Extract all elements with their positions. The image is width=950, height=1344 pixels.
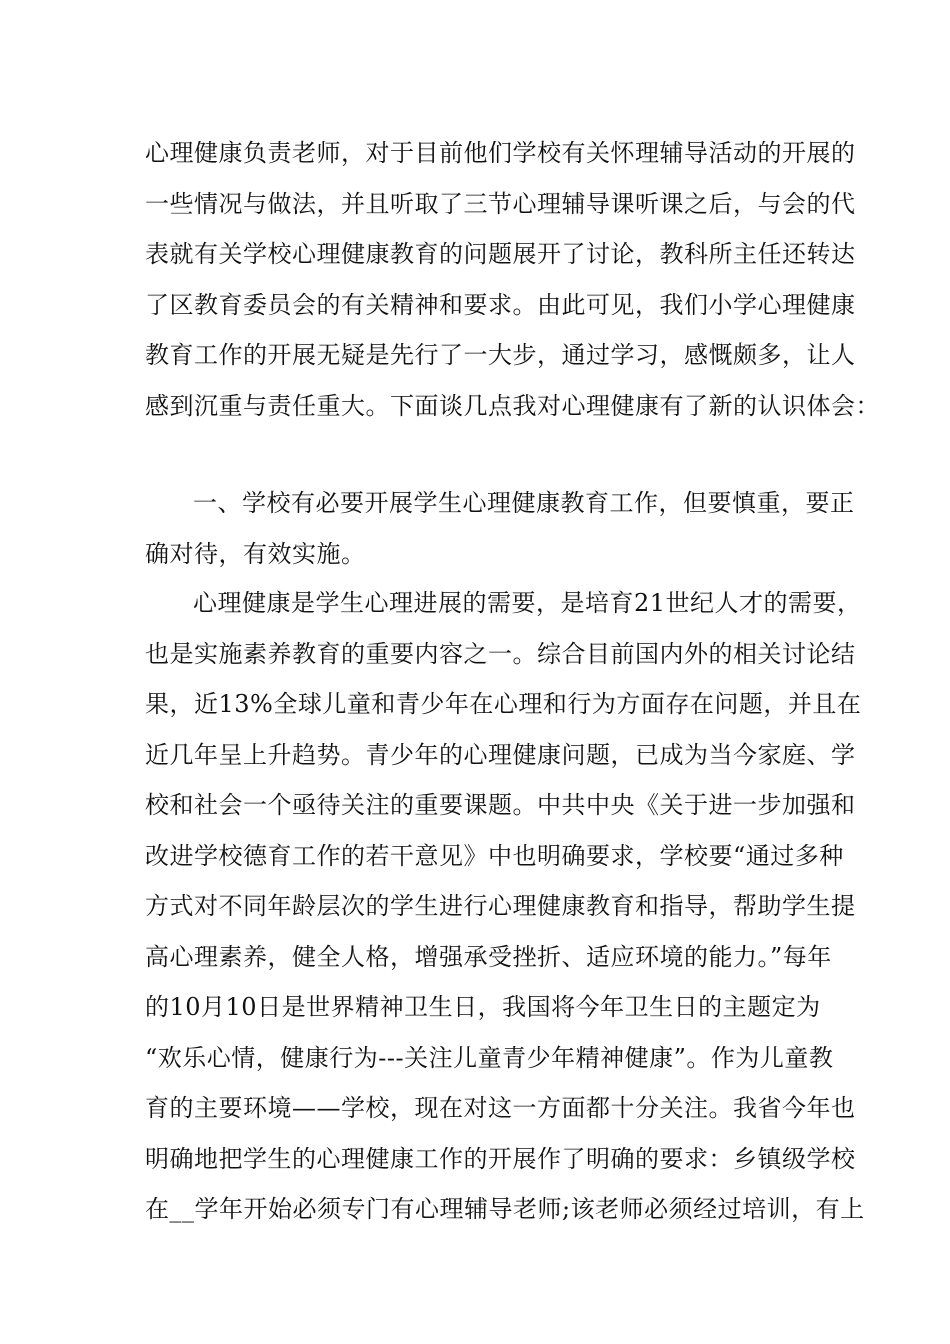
paragraph-line: 果，近13%全球儿童和青少年在心理和行为方面存在问题，并且在 <box>145 690 862 718</box>
paragraph-line: 方式对不同年龄层次的学生进行心理健康教育和指导，帮助学生提 <box>145 892 856 920</box>
paragraph-body <box>145 578 865 1235</box>
paragraph-line: 在__学年开始必须专门有心理辅导老师;该老师必须经过培训，有上 <box>145 1195 865 1223</box>
paragraph-line: 近几年呈上升趋势。青少年的心理健康问题，已成为当今家庭、学 <box>145 740 856 769</box>
paragraph-line: 了区教育委员会的有关精神和要求。由此可见，我们小学心理健康 <box>145 290 856 319</box>
paragraph-line: 育的主要环境——学校，现在对这一方面都十分关注。我省今年也 <box>145 1094 856 1122</box>
paragraph-line: 心理健康负责老师，对于目前他们学校有关怀理辅导活动的开展的 <box>145 139 856 167</box>
paragraph-line: 校和社会一个亟待关注的重要课题。中共中央《关于进一步加强和 <box>145 791 856 819</box>
paragraph-line: 表就有关学校心理健康教育的问题展开了讨论，教科所主任还转达 <box>145 240 856 268</box>
paragraph-line: 心理健康是学生心理进展的需要，是培育21世纪人才的需要， <box>193 589 862 617</box>
paragraph-line: 的10月10日是世界精神卫生日，我国将今年卫生日的主题定为 <box>145 993 821 1021</box>
paragraph-line: 也是实施素养教育的重要内容之一。综合目前国内外的相关讨论结 <box>145 639 856 668</box>
paragraph-line: 一、学校有必要开展学生心理健康教育工作，但要慎重，要正 <box>193 489 855 517</box>
paragraph-line: 明确地把学生的心理健康工作的开展作了明确的要求：乡镇级学校 <box>145 1144 856 1173</box>
paragraph-intro <box>145 128 880 431</box>
paragraph-line: “欢乐心情，健康行为---关注儿童青少年精神健康”。作为儿童教 <box>145 1043 834 1072</box>
section-heading-one <box>145 478 855 579</box>
paragraph-line: 改进学校德育工作的若干意见》中也明确要求，学校要“通过多种 <box>145 841 844 870</box>
paragraph-line: 高心理素养，健全人格，增强承受挫折、适应环境的能力。”每年 <box>145 942 832 971</box>
paragraph-line: 教育工作的开展无疑是先行了一大步，通过学习，感慨颇多，让人 <box>145 341 856 369</box>
paragraph-line: 感到沉重与责任重大。下面谈几点我对心理健康有了新的认识体会： <box>145 391 880 420</box>
paragraph-line: 确对待，有效实施。 <box>145 539 366 568</box>
paragraph-line: 一些情况与做法，并且听取了三节心理辅导课听课之后，与会的代 <box>145 189 856 218</box>
